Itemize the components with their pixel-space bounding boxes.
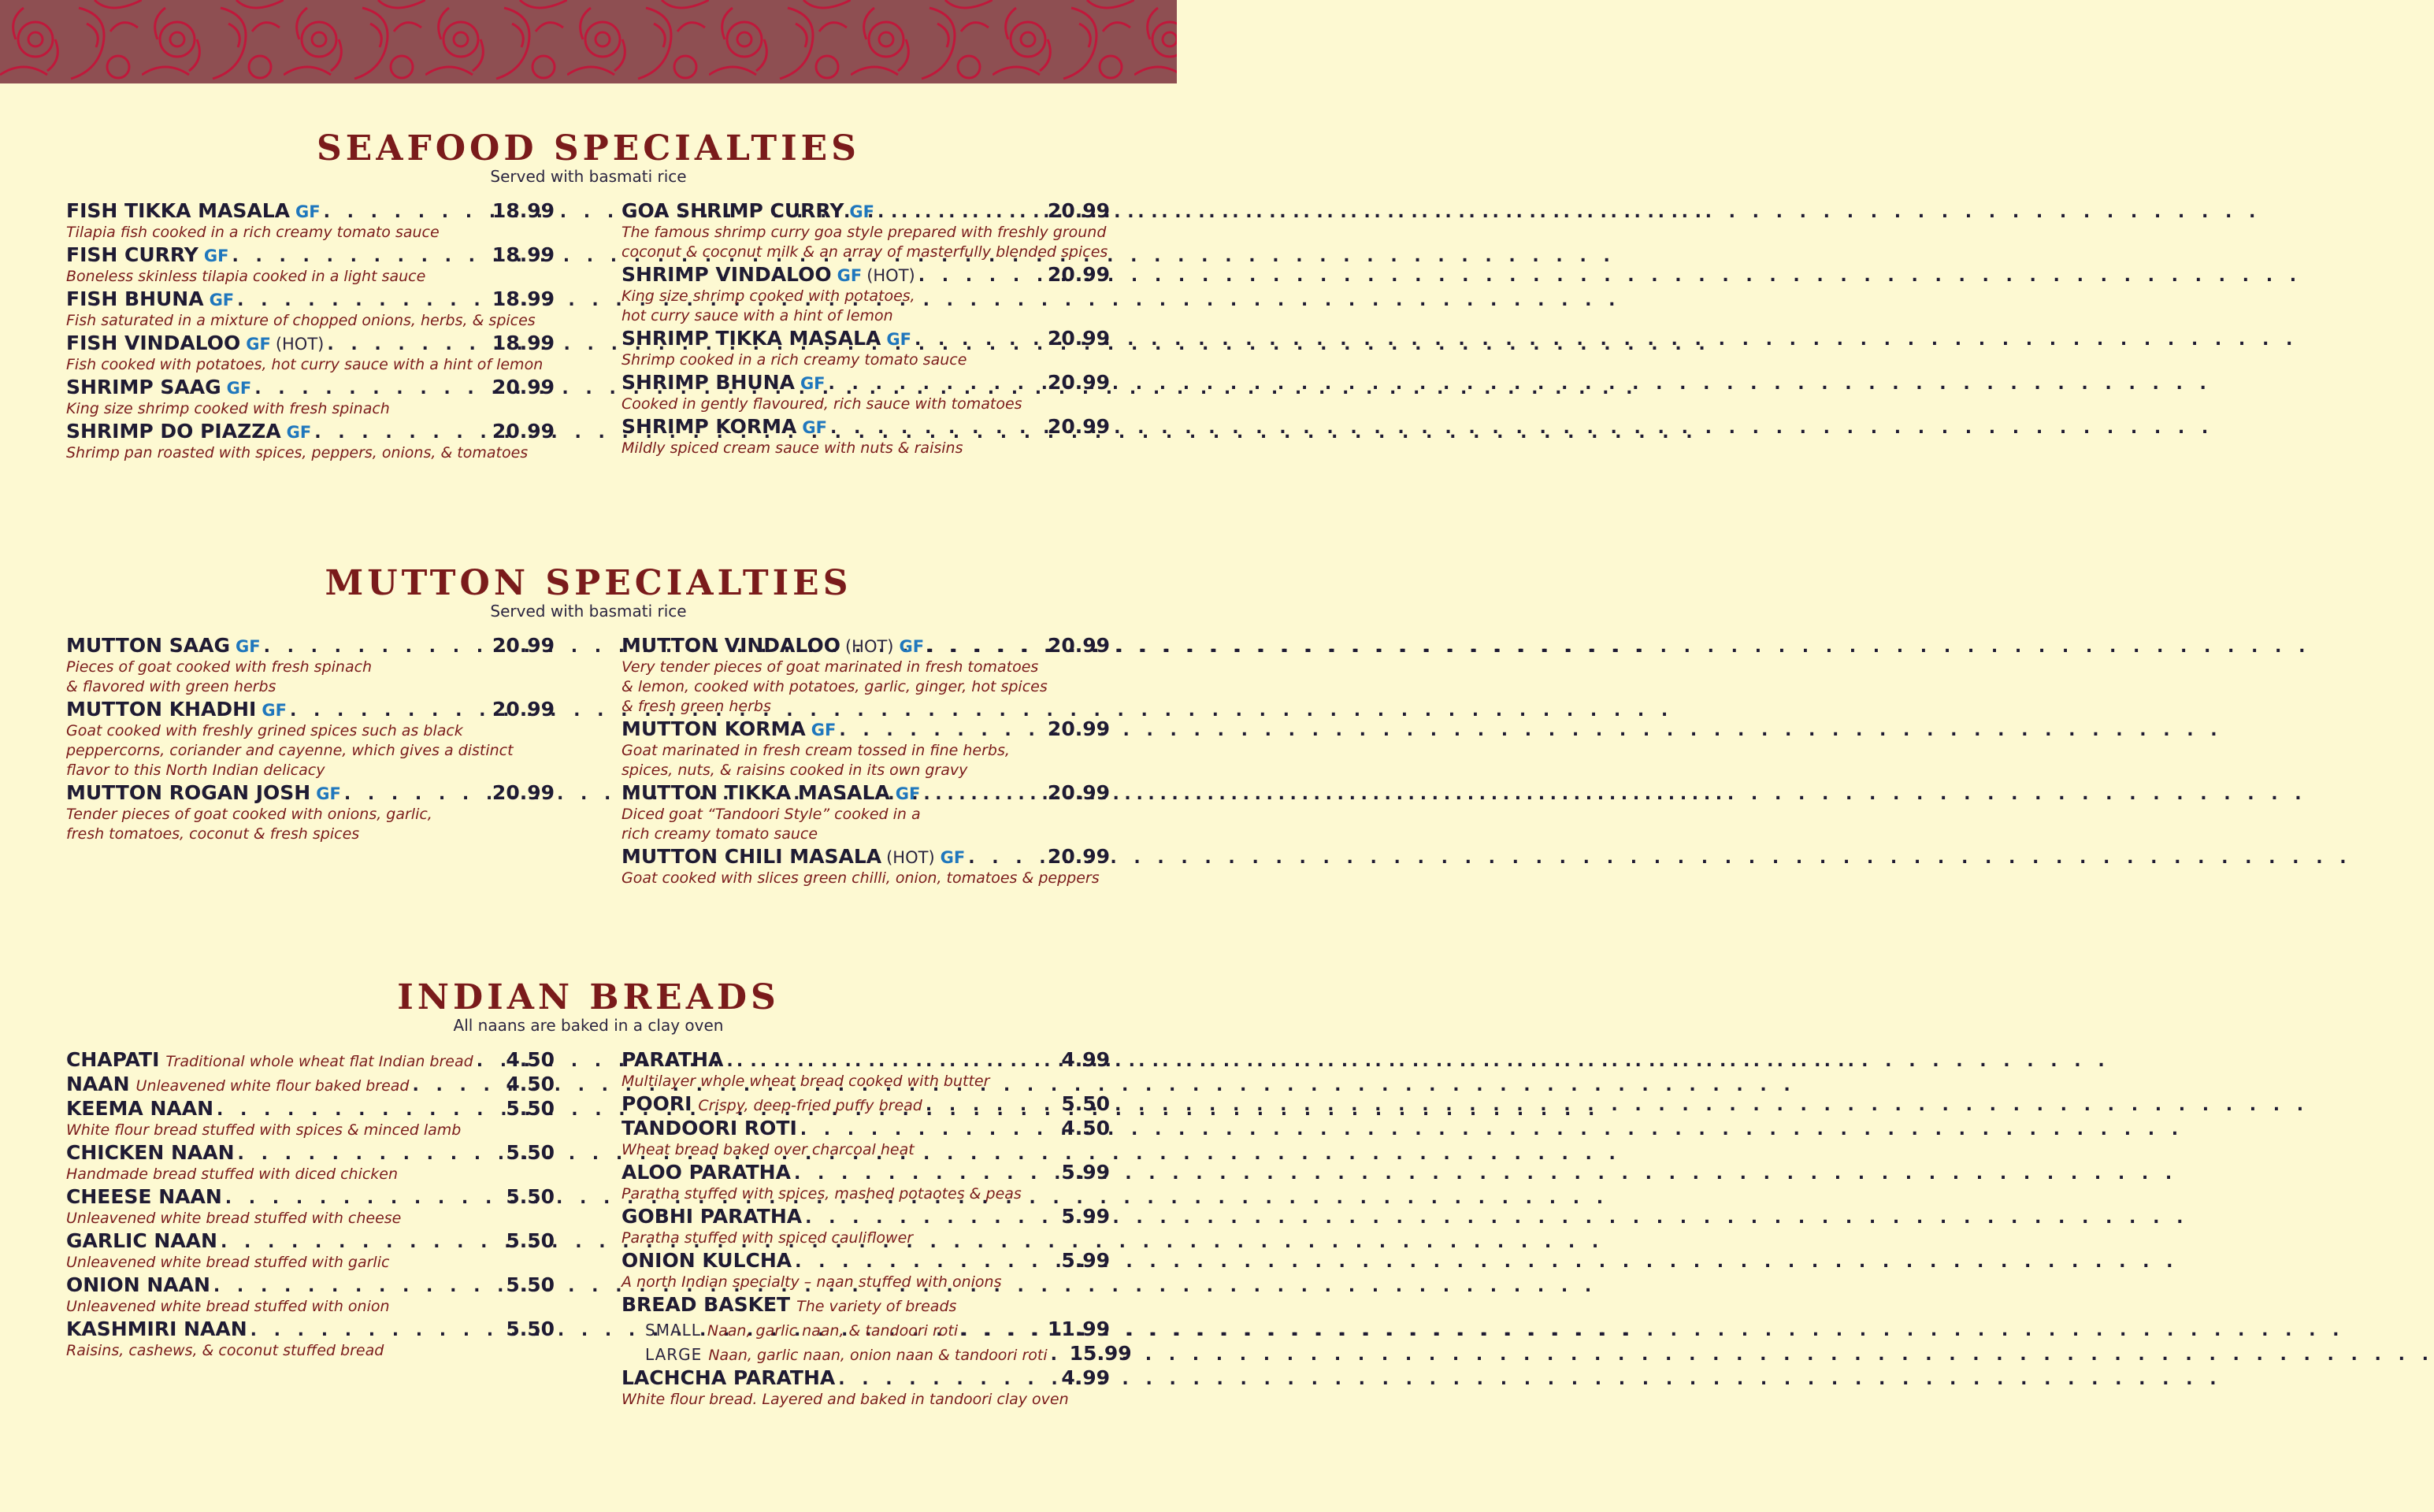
menu-item <box>66 780 555 844</box>
gluten-free-badge: GF <box>899 637 925 656</box>
item-price: 20.99 <box>492 698 555 721</box>
item-name: POORI <box>621 1092 692 1115</box>
seafood-title: SEAFOOD SPECIALTIES <box>317 128 860 169</box>
dot-leader <box>238 1142 503 1166</box>
dot-leader <box>217 1098 503 1122</box>
size-description: Naan, garlic naan, onion naan & tandoori roti <box>708 1347 1048 1364</box>
item-description: Raisins, cashews, & coconut stuffed bread <box>66 1342 384 1359</box>
item-description: King size shrimp cooked with fresh spinach <box>66 400 390 417</box>
item-price: 20.99 <box>1047 199 1110 222</box>
item-description: Unleavened white bread stuffed with garlic <box>66 1254 390 1271</box>
dot-leader <box>1051 1343 1067 1367</box>
dot-leader <box>232 244 489 269</box>
menu-item-row <box>66 419 555 443</box>
gluten-free-badge: GF <box>235 637 261 656</box>
hot-label: (HOT) <box>844 637 894 656</box>
item-name: GOA SHRIMP CURRY <box>621 199 844 222</box>
mutton-left-column <box>66 633 555 844</box>
item-price: 4.99 <box>1061 1366 1110 1389</box>
menu-item <box>66 287 555 331</box>
menu-item-row <box>621 780 1110 805</box>
dot-leader <box>327 332 489 357</box>
item-price: 5.99 <box>1061 1161 1110 1184</box>
menu-item-row <box>621 633 1110 658</box>
item-name: MUTTON KHADHI <box>66 698 257 721</box>
dot-leader <box>477 1049 503 1073</box>
item-price: 4.50 <box>506 1048 555 1071</box>
menu-item <box>621 262 1110 326</box>
menu-item-row <box>621 262 1110 287</box>
dot-leader <box>918 264 1044 288</box>
gluten-free-badge: GF <box>316 784 341 803</box>
item-price: 20.99 <box>1047 781 1110 804</box>
item-name: MUTTON ROGAN JOSH <box>66 781 311 804</box>
item-price: 18.99 <box>492 199 555 222</box>
item-price: 20.99 <box>1047 717 1110 740</box>
item-price: 5.99 <box>1061 1249 1110 1272</box>
gluten-free-badge: GF <box>837 266 863 285</box>
menu-item <box>621 780 1110 844</box>
item-name: SHRIMP BHUNA <box>621 371 795 394</box>
seafood-subtitle: Served with basmati rice <box>490 167 687 186</box>
menu-item-row <box>66 780 555 805</box>
dot-leader <box>961 1318 1044 1343</box>
seafood-right-column <box>621 198 1110 458</box>
dot-leader <box>800 1117 1059 1142</box>
menu-item <box>621 1116 1110 1160</box>
item-description: peppercorns, coriander and cayenne, which gives a distinct <box>66 742 514 759</box>
dot-leader <box>250 1318 503 1343</box>
gluten-free-badge: GF <box>246 335 271 354</box>
item-description: rich creamy tomato sauce <box>621 825 818 843</box>
item-inline-description: The variety of breads <box>796 1298 957 1315</box>
item-description: Paratha stuffed with spices, mashed potaotes & peas <box>621 1185 1022 1203</box>
menu-item <box>66 1317 555 1361</box>
menu-item <box>66 331 555 375</box>
item-name: KEEMA NAAN <box>66 1097 213 1120</box>
item-description: Shrimp pan roasted with spices, peppers, onions, & tomatoes <box>66 444 529 461</box>
menu-item <box>66 1184 555 1228</box>
size-option-row <box>621 1317 1110 1341</box>
size-price: 11.99 <box>1047 1317 1110 1340</box>
menu-item <box>66 633 555 697</box>
item-description: Fish cooked with potatoes, hot curry sauce with a hint of lemon <box>66 356 544 373</box>
item-price: 20.99 <box>492 376 555 398</box>
hot-label: (HOT) <box>886 848 935 867</box>
menu-item-row <box>621 198 1110 223</box>
menu-item-row <box>66 1317 555 1341</box>
menu-item-row <box>621 1116 1110 1140</box>
item-price: 20.99 <box>492 781 555 804</box>
menu-item <box>621 1047 1110 1091</box>
item-inline-description: Unleavened white flour baked bread <box>135 1077 410 1095</box>
item-description: Paratha stuffed with spiced cauliflower <box>621 1229 914 1247</box>
gluten-free-badge: GF <box>800 374 826 393</box>
menu-item-row <box>66 1184 555 1209</box>
gluten-free-badge: GF <box>209 291 235 309</box>
dot-leader <box>838 1367 1058 1392</box>
item-description: Goat cooked with freshly grined spices such as black <box>66 722 463 739</box>
item-name: CHICKEN NAAN <box>66 1141 235 1164</box>
menu-item-row <box>621 1160 1110 1184</box>
breads-subtitle: All naans are baked in a clay oven <box>453 1016 724 1035</box>
gluten-free-badge: GF <box>940 848 966 867</box>
item-name: PARATHA <box>621 1048 724 1071</box>
seafood-left-column <box>66 198 555 463</box>
item-name: ALOO PARATHA <box>621 1161 791 1184</box>
item-description: coconut & coconut milk & an array of masterfully blended spices <box>621 243 1108 261</box>
gluten-free-badge: GF <box>811 721 837 739</box>
item-description: Mildly spiced cream sauce with nuts & raisins <box>621 439 963 457</box>
item-description: Shrimp cooked in a rich creamy tomato sauce <box>621 351 967 369</box>
dot-leader <box>221 1230 503 1254</box>
menu-item-row <box>66 198 555 223</box>
gluten-free-badge: GF <box>849 202 875 221</box>
menu-item-row <box>66 697 555 721</box>
dot-leader <box>726 1049 1058 1073</box>
item-price: 5.50 <box>506 1229 555 1252</box>
item-name: LACHCHA PARATHA <box>621 1366 836 1389</box>
menu-item <box>621 1366 1110 1410</box>
menu-item <box>66 198 555 243</box>
dot-leader <box>878 200 1044 224</box>
item-name: FISH CURRY <box>66 243 199 266</box>
dot-leader <box>290 699 489 723</box>
item-name: BREAD BASKET <box>621 1293 791 1316</box>
item-description: King size shrimp cooked with potatoes, <box>621 287 915 305</box>
menu-item <box>621 198 1110 262</box>
menu-item <box>621 414 1110 458</box>
menu-item-row <box>621 414 1110 439</box>
menu-item-row <box>621 370 1110 395</box>
item-name: MUTTON CHILI MASALA <box>621 845 882 868</box>
item-name: SHRIMP VINDALOO <box>621 263 832 286</box>
menu-item-row <box>621 1292 1110 1317</box>
item-name: CHAPATI <box>66 1048 160 1071</box>
item-price: 18.99 <box>492 332 555 354</box>
menu-item-row <box>621 1047 1110 1072</box>
menu-item-row <box>621 844 1110 869</box>
item-description: White flour bread stuffed with spices & minced lamb <box>66 1121 462 1139</box>
dot-leader <box>314 421 489 445</box>
item-description: Unleavened white bread stuffed with onion <box>66 1298 390 1315</box>
item-description: & fresh green herbs <box>621 698 771 715</box>
mutton-right-column <box>621 633 1110 888</box>
gluten-free-badge: GF <box>895 784 921 803</box>
dot-leader <box>927 635 1044 659</box>
dot-leader <box>225 1186 503 1210</box>
item-inline-description: Traditional whole wheat flat Indian bread <box>165 1053 473 1070</box>
dot-leader <box>805 1206 1058 1230</box>
item-description: & flavored with green herbs <box>66 678 276 695</box>
menu-item <box>66 1047 555 1072</box>
menu-item-row <box>66 331 555 355</box>
dot-leader <box>968 846 1044 870</box>
item-description: Multilayer whole wheat bread cooked with butter <box>621 1073 990 1090</box>
item-description: Diced goat “Tandoori Style” cooked in a <box>621 806 921 823</box>
dot-leader <box>264 635 489 659</box>
item-description: spices, nuts, & raisins cooked in its own gravy <box>621 762 968 779</box>
menu-item-row <box>66 287 555 311</box>
gluten-free-badge: GF <box>886 330 911 349</box>
item-price: 20.99 <box>1047 371 1110 394</box>
item-description: Very tender pieces of goat marinated in fresh tomatoes <box>621 658 1039 676</box>
item-name: GOBHI PARATHA <box>621 1205 803 1228</box>
mutton-subtitle: Served with basmati rice <box>490 602 687 621</box>
item-description: hot curry sauce with a hint of lemon <box>621 307 893 324</box>
dot-leader <box>213 1274 503 1299</box>
gluten-free-badge: GF <box>802 418 827 437</box>
item-price: 20.99 <box>492 634 555 657</box>
item-name: GARLIC NAAN <box>66 1229 217 1252</box>
menu-item-row <box>66 1047 555 1072</box>
item-price: 5.50 <box>1061 1092 1110 1115</box>
menu-item <box>66 1140 555 1184</box>
menu-item <box>621 1160 1110 1204</box>
menu-item <box>66 1228 555 1273</box>
menu-item-row <box>621 717 1110 741</box>
breads-right-column <box>621 1047 1132 1410</box>
gluten-free-badge: GF <box>262 701 287 720</box>
item-description: The famous shrimp curry goa style prepared with freshly ground <box>621 224 1107 241</box>
item-price: 5.50 <box>506 1097 555 1120</box>
dot-leader <box>237 288 489 313</box>
item-description: & lemon, cooked with potatoes, garlic, ginger, hot spices <box>621 678 1048 695</box>
dot-leader <box>794 1162 1058 1186</box>
item-price: 18.99 <box>492 243 555 266</box>
size-label: LARGE <box>645 1345 703 1364</box>
menu-item <box>66 697 555 780</box>
dot-leader <box>412 1073 503 1098</box>
item-description: Tender pieces of goat cooked with onions, garlic, <box>66 806 432 823</box>
menu-item <box>621 633 1110 717</box>
item-description: fresh tomatoes, coconut & fresh spices <box>66 825 360 843</box>
menu-item-row <box>621 1366 1110 1390</box>
item-name: SHRIMP SAAG <box>66 376 221 398</box>
menu-item <box>66 419 555 463</box>
decorative-banner <box>0 0 1177 83</box>
seafood-section <box>0 128 1177 461</box>
item-name: MUTTON SAAG <box>66 634 230 657</box>
item-description: flavor to this North Indian delicacy <box>66 762 325 779</box>
gluten-free-badge: GF <box>226 379 252 398</box>
mutton-section <box>0 563 1177 887</box>
item-name: NAAN <box>66 1073 130 1095</box>
breads-section <box>0 977 1177 1408</box>
item-description: Boneless skinless tilapia cooked in a light sauce <box>66 268 426 285</box>
item-description: Wheat bread baked over charcoal heat <box>621 1141 915 1158</box>
dot-leader <box>926 1093 1058 1117</box>
item-description: Goat marinated in fresh cream tossed in fine herbs, <box>621 742 1010 759</box>
item-description: Handmade bread stuffed with diced chicken <box>66 1166 399 1183</box>
item-price: 18.99 <box>492 287 555 310</box>
menu-item-row <box>621 1204 1110 1228</box>
dot-leader <box>324 200 489 224</box>
item-name: ONION NAAN <box>66 1273 210 1296</box>
menu-item <box>621 844 1110 888</box>
dot-leader <box>915 328 1044 352</box>
item-price: 5.99 <box>1061 1205 1110 1228</box>
item-description: Tilapia fish cooked in a rich creamy tomato sauce <box>66 224 440 241</box>
item-price: 4.50 <box>1061 1117 1110 1140</box>
hot-label: (HOT) <box>866 266 915 285</box>
gluten-free-badge: GF <box>286 423 312 442</box>
item-name: SHRIMP KORMA <box>621 415 797 438</box>
dot-leader <box>923 782 1044 806</box>
size-label: SMALL <box>645 1321 701 1340</box>
item-description: Cooked in gently flavoured, rich sauce with tomatoes <box>621 395 1022 413</box>
gluten-free-badge: GF <box>295 202 321 221</box>
item-name: TANDOORI ROTI <box>621 1117 797 1140</box>
item-name: KASHMIRI NAAN <box>66 1317 247 1340</box>
item-price: 20.99 <box>1047 634 1110 657</box>
menu-item <box>621 1248 1110 1292</box>
item-description: A north Indian specialty – naan stuffed with onions <box>621 1273 1002 1291</box>
menu-item <box>621 326 1110 370</box>
item-name: FISH VINDALOO <box>66 332 241 354</box>
menu-item-row <box>66 1273 555 1297</box>
item-name: CHEESE NAAN <box>66 1185 222 1208</box>
item-price: 20.99 <box>1047 845 1110 868</box>
item-description: White flour bread. Layered and baked in tandoori clay oven <box>621 1391 1069 1408</box>
menu-item <box>621 1292 1132 1366</box>
paisley-pattern <box>0 0 1177 83</box>
menu-item-row <box>66 633 555 658</box>
menu-item-row <box>66 1228 555 1253</box>
breads-left-column <box>66 1047 555 1361</box>
dot-leader <box>795 1250 1058 1274</box>
menu-item-row <box>66 243 555 267</box>
item-price: 20.99 <box>1047 415 1110 438</box>
dot-leader <box>344 782 489 806</box>
item-name: MUTTON VINDALOO <box>621 634 840 657</box>
item-name: SHRIMP DO PIAZZA <box>66 420 281 443</box>
hot-label: (HOT) <box>275 335 325 354</box>
item-description: Fish saturated in a mixture of chopped onions, herbs, & spices <box>66 312 536 329</box>
item-price: 5.50 <box>506 1317 555 1340</box>
menu-item <box>66 243 555 287</box>
menu-item-row <box>66 1140 555 1165</box>
menu-item-row <box>621 326 1110 350</box>
item-price: 20.99 <box>1047 327 1110 350</box>
menu-item-row <box>66 1072 555 1096</box>
item-name: FISH BHUNA <box>66 287 204 310</box>
item-name: SHRIMP TIKKA MASALA <box>621 327 881 350</box>
dot-leader <box>254 376 489 401</box>
menu-item <box>66 1072 555 1096</box>
item-price: 5.50 <box>506 1185 555 1208</box>
item-name: FISH TIKKA MASALA <box>66 199 291 222</box>
breads-title: INDIAN BREADS <box>397 977 780 1017</box>
menu-item-row <box>66 375 555 399</box>
item-name: MUTTON KORMA <box>621 717 806 740</box>
menu-item <box>621 1091 1110 1116</box>
size-price: 15.99 <box>1069 1342 1132 1365</box>
item-name: ONION KULCHA <box>621 1249 792 1272</box>
gluten-free-badge: GF <box>203 246 229 265</box>
item-price: 5.50 <box>506 1141 555 1164</box>
item-description: Pieces of goat cooked with fresh spinach <box>66 658 373 676</box>
item-description: Unleavened white bread stuffed with cheese <box>66 1210 402 1227</box>
menu-item <box>621 370 1110 414</box>
dot-leader <box>830 416 1044 440</box>
mutton-title: MUTTON SPECIALTIES <box>325 563 852 603</box>
dot-leader <box>839 718 1044 743</box>
item-inline-description: Crispy, deep-fried puffy bread <box>698 1097 922 1114</box>
item-description: Goat cooked with slices green chilli, onion, tomatoes & peppers <box>621 869 1100 887</box>
menu-item-row <box>66 1096 555 1121</box>
item-name: MUTTON TIKKA MASALA <box>621 781 890 804</box>
item-price: 4.50 <box>506 1073 555 1095</box>
size-option-row <box>621 1341 1132 1366</box>
size-description: Naan, garlic naan, & tandoori roti <box>707 1322 959 1340</box>
menu-item <box>621 717 1110 780</box>
menu-item-row <box>621 1248 1110 1273</box>
menu-item-row <box>621 1091 1110 1116</box>
item-price: 4.99 <box>1061 1048 1110 1071</box>
menu-item <box>66 375 555 419</box>
item-price: 20.99 <box>1047 263 1110 286</box>
menu-item <box>66 1273 555 1317</box>
menu-item <box>66 1096 555 1140</box>
item-price: 20.99 <box>492 420 555 443</box>
menu-item <box>621 1204 1110 1248</box>
dot-leader <box>829 372 1044 396</box>
item-price: 5.50 <box>506 1273 555 1296</box>
